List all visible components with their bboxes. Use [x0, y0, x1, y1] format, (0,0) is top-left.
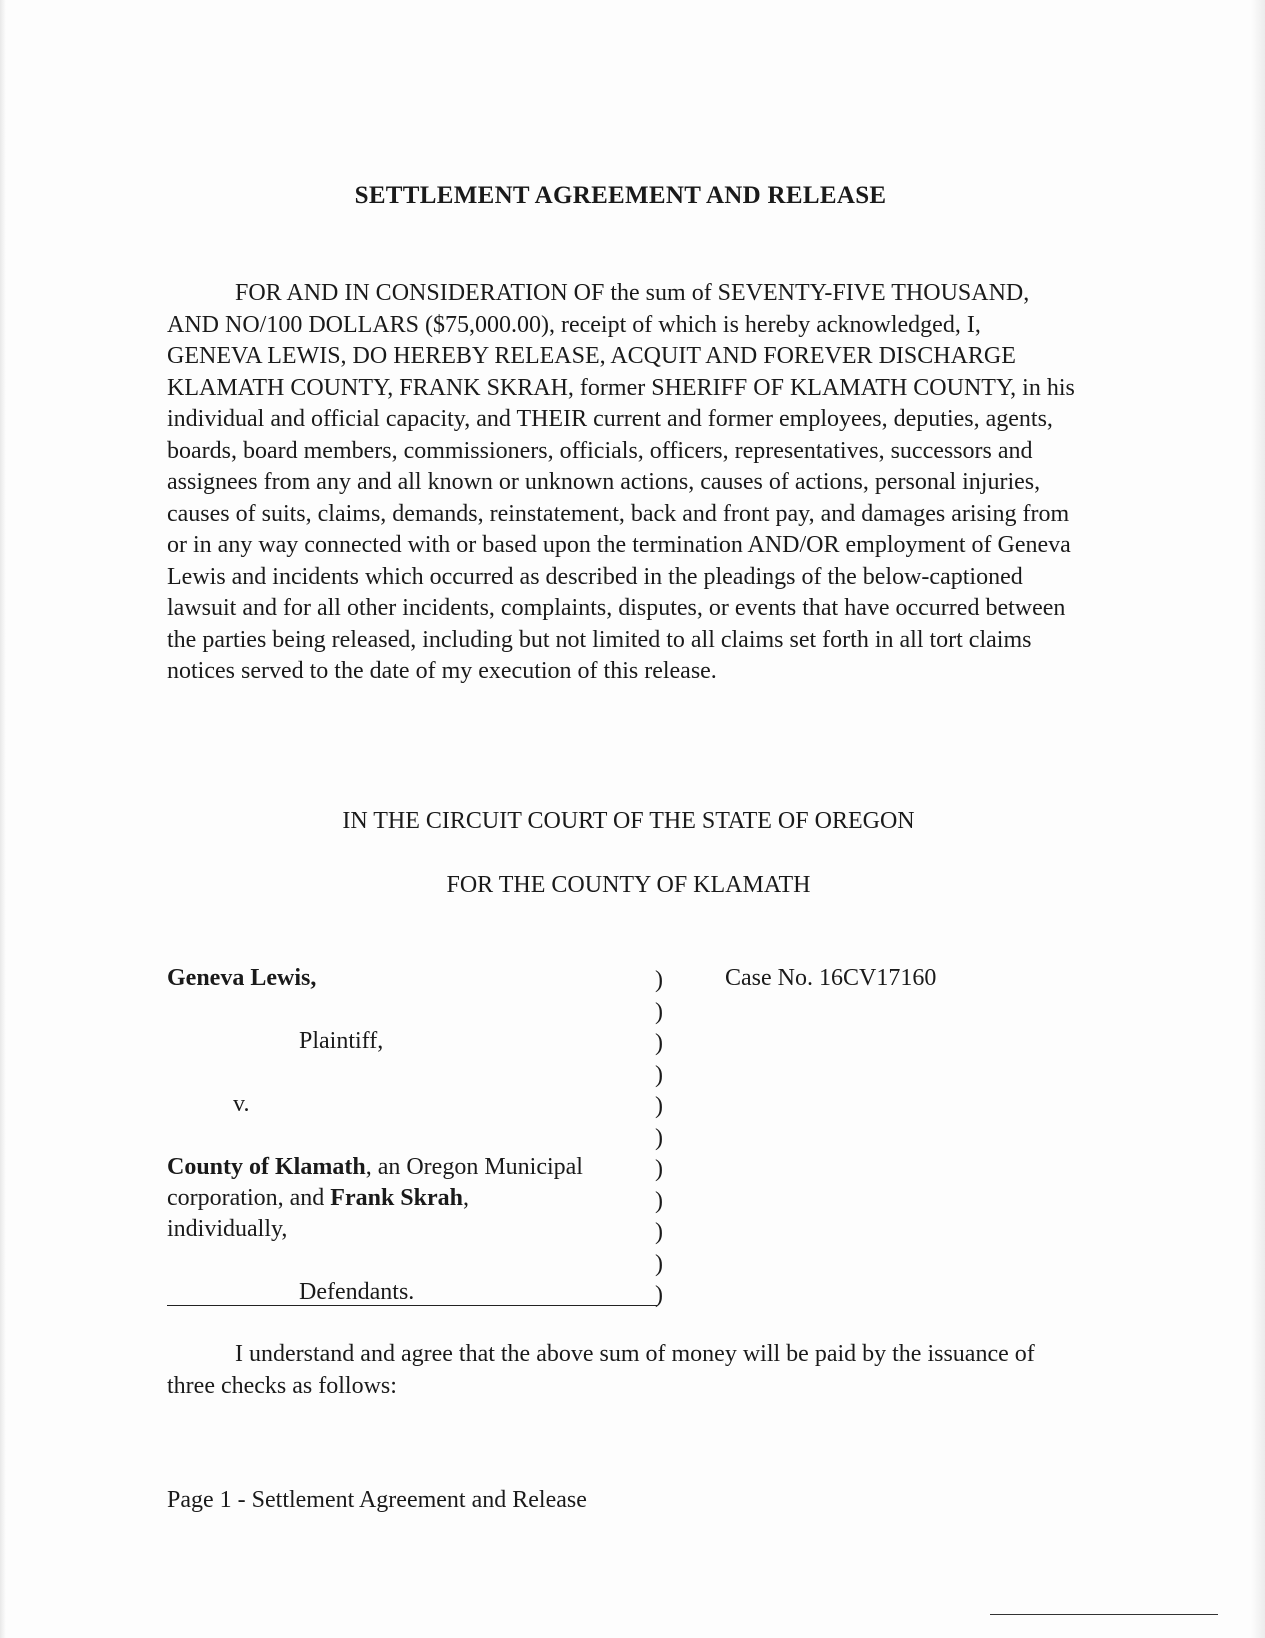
plaintiff-name-text: Geneva Lewis, — [167, 965, 317, 991]
paren: ) — [655, 998, 663, 1025]
defendant-line-1 — [167, 1154, 583, 1181]
caption-parentheses — [655, 965, 675, 1312]
paren: ) — [655, 1282, 663, 1308]
paren: ) — [655, 1124, 663, 1151]
paren: ) — [655, 1219, 663, 1245]
paren: ) — [655, 1250, 663, 1277]
plaintiff-name — [167, 965, 316, 992]
case-caption — [167, 965, 667, 1308]
versus: v. — [233, 1091, 250, 1117]
defendant-line2-prefix: corporation, and — [167, 1185, 331, 1211]
scan-artifact-line — [990, 1614, 1218, 1615]
payment-paragraph: I understand and agree that the above sum of money will be paid by the issuance of three checks as follows: — [167, 1341, 1035, 1399]
paren: ) — [655, 1030, 663, 1056]
plaintiff-role: Plaintiff, — [299, 1028, 384, 1054]
defendant-line-2 — [167, 1185, 469, 1212]
court-name: IN THE CIRCUIT COURT OF THE STATE OF OREGON — [342, 808, 915, 834]
defendant-line-3: individually, — [167, 1216, 288, 1242]
defendant-county-name: County of Klamath — [167, 1154, 366, 1180]
defendant-skrah-name: Frank Skrah — [330, 1185, 463, 1211]
paren: ) — [655, 967, 663, 993]
defendant-role: Defendants. — [299, 1279, 415, 1305]
defendant-county-desc: , an Oregon Municipal — [365, 1154, 583, 1180]
page-footer: Page 1 - Settlement Agreement and Release — [167, 1487, 587, 1513]
court-county: FOR THE COUNTY OF KLAMATH — [446, 872, 811, 898]
paren: ) — [655, 1061, 663, 1088]
paren: ) — [655, 1187, 663, 1214]
paren: ) — [655, 1093, 663, 1119]
caption-underline — [167, 1305, 657, 1306]
release-paragraph: FOR AND IN CONSIDERATION OF the sum of SEVENTY-FIVE THOUSAND, AND NO/100 DOLLARS ($75,000.00), receipt of which is hereby acknowledged, I, GENEVA LEWIS, DO HEREBY RELEASE, ACQUIT AND FOREVER DISCHARGE KLAMATH COUNTY, FRANK SKRAH, former SHERIFF OF KLAMATH COUNTY, in his individual and official capacity, and THEIR current and former employees, deputies, agents, boards, board members, commissioners, officials, officers, representatives, successors and assignees from any and all known or unknown actions, causes of actions, personal injuries, causes of suits, claims, demands, reinstatement, back and front pay, and damages arising from or in any way connected with or based upon the termination AND/OR employment of Geneva Lewis and incidents which occurred as described in the pleadings of the below-captioned lawsuit and for all other incidents, complaints, disputes, or events that have occurred between the parties being released, including but not limited to all claims set forth in all tort claims notices served to the date of my execution of this release. — [167, 280, 1075, 684]
defendant-line2-suffix: , — [462, 1185, 469, 1211]
case-number: Case No. 16CV17160 — [725, 965, 937, 991]
paren: ) — [655, 1156, 663, 1182]
document-title: SETTLEMENT AGREEMENT AND RELEASE — [354, 182, 887, 209]
